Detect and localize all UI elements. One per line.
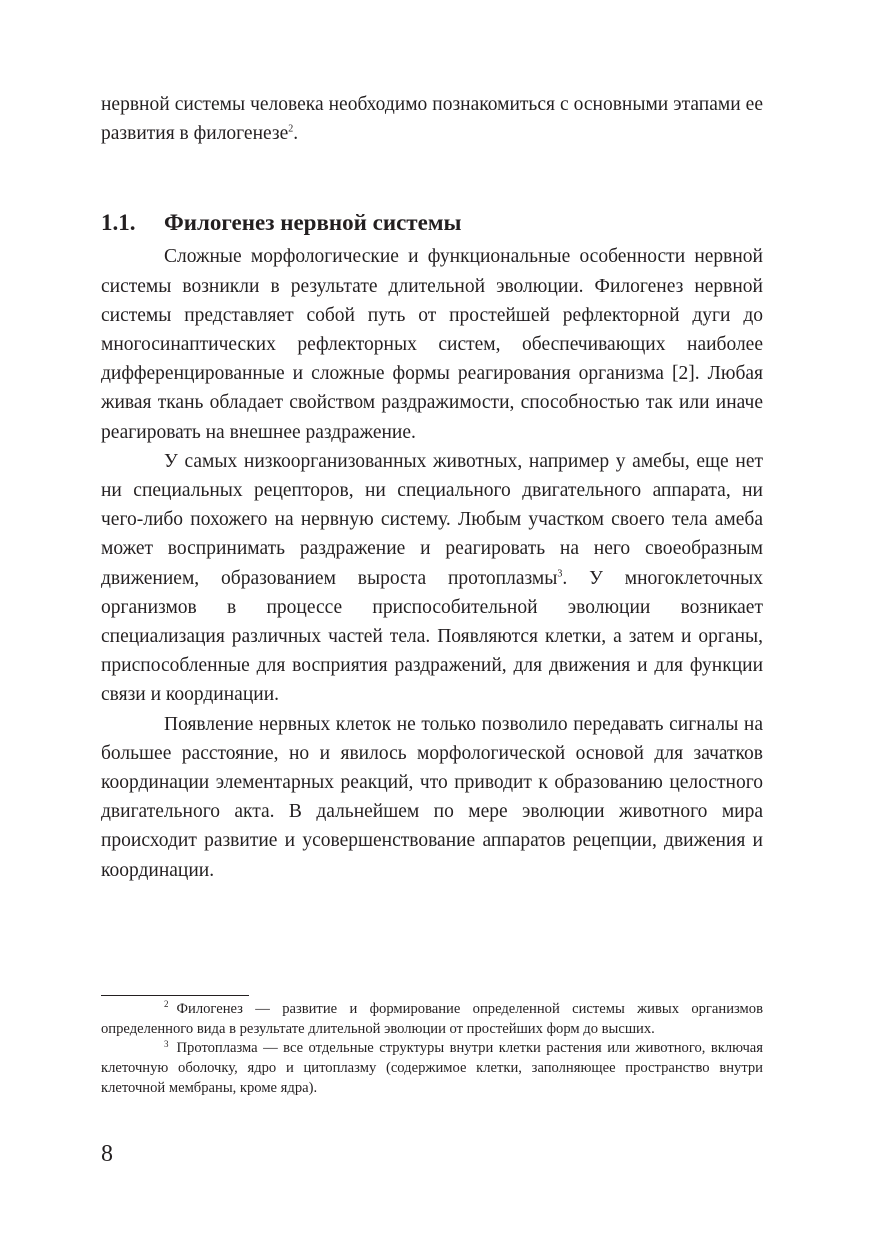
- paragraph-2: [101, 447, 763, 710]
- footnotes: [101, 1000, 763, 1099]
- footnote-ref-3[interactable]: 3: [557, 568, 563, 580]
- page-body: [101, 90, 763, 885]
- paragraph-3: Появление нервных клеток не только позволило передавать сигналы на большее расстояние, но и явилось морфологической основой для зачатков координации элементарных реакций, что приводит к образованию целостного двигательного акта. В дальнейшем по мере эволюции животного мира происходит развитие и усовершенствование аппаратов рецепции, движения и координации.: [101, 713, 763, 881]
- paragraph-2-part-a: У самых низкоорганизованных животных, например у амебы, еще нет ни специальных рецепторов, ни специального двигательного аппарата, ни чего-либо похожего на нервную систему. Любым участком своего тела амеба может воспринимать раздражение и реагировать на него своеобразным движением, образованием выроста протоплазмы: [101, 450, 763, 589]
- intro-end: .: [293, 123, 299, 145]
- intro-text: нервной системы человека необходимо познакомиться с основными этапами ее развития в филогенезе: [101, 94, 763, 145]
- paragraph-2-part-b: . У многоклеточных организмов в процессе приспособительной эволюции возникает специализация различных частей тела. Появляются клетки, а затем и органы, приспособленные для восприятия раздражений, для движения и для функции связи и координации.: [101, 567, 763, 706]
- section-heading: [101, 208, 763, 238]
- footnote-ref-2[interactable]: 2: [288, 123, 294, 135]
- footnote-divider: [101, 995, 249, 996]
- section-number: 1.1.: [101, 210, 136, 236]
- section-title: Филогенез нервной системы: [164, 210, 462, 236]
- footnote-text: Протоплазма — все отдельные структуры внутри клетки растения или животного, включая клеточную оболочку, ядро и цитоплазму (содержимое клетки, заполняющее пространство внутри клеточной мембраны, кроме ядра).: [101, 1040, 763, 1096]
- footnote-mark: 2: [164, 999, 169, 1010]
- footnote-text: Филогенез — развитие и формирование определенной системы живых организмов определенного вида в результате длительной эволюции от простейших форм до высших.: [101, 1001, 763, 1037]
- footnote-3: [101, 1039, 763, 1098]
- footnote-2: [101, 1000, 763, 1039]
- footnote-mark: 3: [164, 1038, 169, 1049]
- paragraph-1: Сложные морфологические и функциональные особенности нервной системы возникли в результате длительной эволюции. Филогенез нервной системы представляет собой путь от простейшей рефлекторной дуги до многосинаптических рефлекторных систем, обеспечивающих наиболее дифференцированные и сложные формы реагирования организма [2]. Любая живая ткань обладает свойством раздражимости, способностью так или иначе реагировать на внешнее раздражение.: [101, 246, 763, 443]
- intro-paragraph: [101, 90, 763, 148]
- page-number: 8: [101, 1141, 113, 1167]
